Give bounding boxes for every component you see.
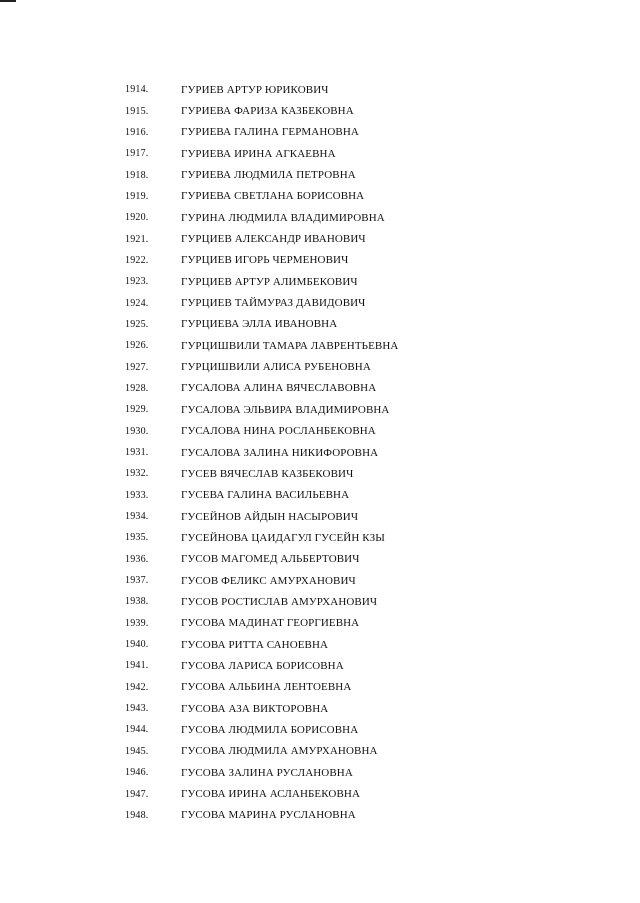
entry-name: ГУСОВА ЗАЛИНА РУСЛАНОВНА <box>181 766 353 779</box>
list-item <box>125 314 525 335</box>
entry-name: ГУРИЕВА ФАРИЗА КАЗБЕКОВНА <box>181 105 354 118</box>
entry-number: 1932. <box>125 468 149 480</box>
entry-name: ГУСОВА МАДИНАТ ГЕОРГИЕВНА <box>181 617 360 630</box>
entry-number: 1933. <box>125 489 149 501</box>
entry-name: ГУРЦИЕВ АРТУР АЛИМБЕКОВИЧ <box>181 275 358 288</box>
entry-number: 1935. <box>125 532 149 544</box>
list-item <box>125 506 525 527</box>
entry-number: 1938. <box>125 596 149 608</box>
entry-name: ГУРИЕВА ИРИНА АГКАЕВНА <box>181 147 336 160</box>
list-item <box>125 164 525 185</box>
entry-number: 1923. <box>125 276 149 288</box>
entry-name: ГУРЦИЕВА ЭЛЛА ИВАНОВНА <box>181 318 338 331</box>
entry-name: ГУРЦИЕВ ИГОРЬ ЧЕРМЕНОВИЧ <box>181 254 349 267</box>
list-item <box>125 335 525 356</box>
entry-number: 1915. <box>125 105 149 117</box>
list-item <box>125 442 525 463</box>
entry-name: ГУСЕВ ВЯЧЕСЛАВ КАЗБЕКОВИЧ <box>181 467 354 480</box>
list-item <box>125 399 525 420</box>
list-item <box>125 719 525 740</box>
list-item <box>125 634 525 655</box>
entry-number: 1936. <box>125 553 149 565</box>
entry-name: ГУРИНА ЛЮДМИЛА ВЛАДИМИРОВНА <box>181 211 385 224</box>
list-item <box>125 463 525 484</box>
entry-name: ГУСОВ МАГОМЕД АЛЬБЕРТОВИЧ <box>181 553 360 566</box>
scan-corner-mark <box>0 0 16 2</box>
entry-number: 1942. <box>125 681 149 693</box>
list-item <box>125 613 525 634</box>
entry-number: 1930. <box>125 425 149 437</box>
list-item <box>125 591 525 612</box>
entry-number: 1937. <box>125 575 149 587</box>
entry-name: ГУРИЕВА ГАЛИНА ГЕРМАНОВНА <box>181 126 359 139</box>
entry-number: 1944. <box>125 724 149 736</box>
entry-name: ГУРИЕВ АРТУР ЮРИКОВИЧ <box>181 83 329 96</box>
entry-name: ГУРИЕВА СВЕТЛАНА БОРИСОВНА <box>181 190 365 203</box>
entry-number: 1928. <box>125 382 149 394</box>
list-item <box>125 122 525 143</box>
list-item <box>125 250 525 271</box>
list-item <box>125 207 525 228</box>
entry-name: ГУРЦИШВИЛИ ТАМАРА ЛАВРЕНТЬЕВНА <box>181 339 399 352</box>
entry-number: 1922. <box>125 254 149 266</box>
entry-number: 1919. <box>125 190 149 202</box>
entry-number: 1924. <box>125 297 149 309</box>
list-item <box>125 762 525 783</box>
entry-name: ГУСОВА ЛЮДМИЛА АМУРХАНОВНА <box>181 745 378 758</box>
entry-number: 1918. <box>125 169 149 181</box>
entry-number: 1934. <box>125 511 149 523</box>
entry-number: 1939. <box>125 617 149 629</box>
list-item <box>125 356 525 377</box>
entry-name: ГУСОВА АЛЬБИНА ЛЕНТОЕВНА <box>181 681 352 694</box>
list-item <box>125 228 525 249</box>
list-item <box>125 271 525 292</box>
entry-number: 1920. <box>125 212 149 224</box>
entry-number: 1945. <box>125 745 149 757</box>
entry-number: 1941. <box>125 660 149 672</box>
entry-number: 1946. <box>125 767 149 779</box>
entry-number: 1917. <box>125 148 149 160</box>
list-item <box>125 527 525 548</box>
list-item <box>125 805 525 826</box>
name-list <box>125 79 525 826</box>
list-item <box>125 549 525 570</box>
entry-name: ГУРИЕВА ЛЮДМИЛА ПЕТРОВНА <box>181 169 356 182</box>
entry-name: ГУРЦИЕВ АЛЕКСАНДР ИВАНОВИЧ <box>181 233 366 246</box>
list-item <box>125 186 525 207</box>
list-item <box>125 655 525 676</box>
entry-name: ГУСЕЙНОВ АЙДЫН НАСЫРОВИЧ <box>181 510 359 523</box>
entry-number: 1931. <box>125 447 149 459</box>
list-item <box>125 677 525 698</box>
entry-name: ГУСОВА ЛАРИСА БОРИСОВНА <box>181 659 344 672</box>
entry-number: 1921. <box>125 233 149 245</box>
entry-name: ГУСАЛОВА АЛИНА ВЯЧЕСЛАВОВНА <box>181 382 377 395</box>
list-item <box>125 698 525 719</box>
entry-name: ГУСОВА РИТТА САНОЕВНА <box>181 638 329 651</box>
entry-name: ГУСОВ РОСТИСЛАВ АМУРХАНОВИЧ <box>181 595 378 608</box>
entry-name: ГУСЕЙНОВА ЦАИДАГУЛ ГУСЕЙН КЗЫ <box>181 531 385 544</box>
entry-name: ГУСАЛОВА ЭЛЬВИРА ВЛАДИМИРОВНА <box>181 403 390 416</box>
entry-number: 1948. <box>125 809 149 821</box>
list-item <box>125 143 525 164</box>
entry-number: 1927. <box>125 361 149 373</box>
list-item <box>125 485 525 506</box>
entry-name: ГУСОВА МАРИНА РУСЛАНОВНА <box>181 809 356 822</box>
entry-number: 1914. <box>125 84 149 96</box>
entry-number: 1926. <box>125 340 149 352</box>
list-item <box>125 741 525 762</box>
entry-number: 1925. <box>125 318 149 330</box>
entry-name: ГУСОВ ФЕЛИКС АМУРХАНОВИЧ <box>181 574 356 587</box>
entry-number: 1943. <box>125 703 149 715</box>
list-item <box>125 79 525 100</box>
entry-name: ГУСОВА ЛЮДМИЛА БОРИСОВНА <box>181 723 359 736</box>
entry-number: 1929. <box>125 404 149 416</box>
entry-name: ГУРЦИШВИЛИ АЛИСА РУБЕНОВНА <box>181 361 371 374</box>
entry-name: ГУСАЛОВА ЗАЛИНА НИКИФОРОВНА <box>181 446 379 459</box>
entry-number: 1940. <box>125 639 149 651</box>
list-item <box>125 378 525 399</box>
entry-name: ГУСЕВА ГАЛИНА ВАСИЛЬЕВНА <box>181 489 350 502</box>
entry-name: ГУСОВА АЗА ВИКТОРОВНА <box>181 702 329 715</box>
entry-name: ГУРЦИЕВ ТАЙМУРАЗ ДАВИДОВИЧ <box>181 297 366 310</box>
list-item <box>125 100 525 121</box>
entry-number: 1916. <box>125 126 149 138</box>
entry-number: 1947. <box>125 788 149 800</box>
list-item <box>125 783 525 804</box>
list-item <box>125 570 525 591</box>
list-item <box>125 421 525 442</box>
list-item <box>125 292 525 313</box>
entry-name: ГУСОВА ИРИНА АСЛАНБЕКОВНА <box>181 788 360 801</box>
entry-name: ГУСАЛОВА НИНА РОСЛАНБЕКОВНА <box>181 425 376 438</box>
